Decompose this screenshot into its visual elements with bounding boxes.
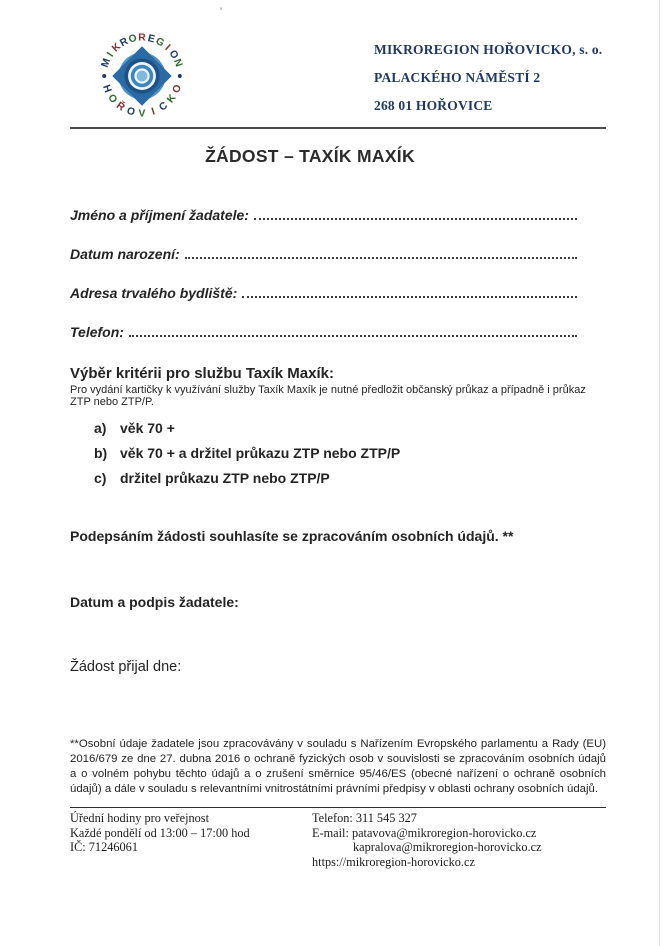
- letterhead: [70, 33, 606, 127]
- field-row-birthdate: [70, 245, 606, 262]
- option-marker: c): [94, 470, 107, 486]
- field-row-phone: [70, 323, 606, 340]
- footer-email-2: kapralova@mikroregion-horovicko.cz: [353, 840, 542, 854]
- logo-left-bullet: [102, 74, 106, 78]
- footer-contact-block: [70, 811, 606, 869]
- option-text: držitel průkazu ZTP nebo ZTP/P: [120, 470, 330, 486]
- company-id: IČ: 71246061: [70, 840, 138, 854]
- criteria-note: Pro vydání kartičky k využívání služby Taxík Maxík je nutné předložit občanský průkaz a případně i průkaz ZTP nebo ZTP/P.: [70, 384, 586, 408]
- svg-text:C: C: [157, 100, 170, 114]
- footer-divider: [70, 807, 606, 808]
- footer-phone: Telefon: 311 545 327: [312, 811, 417, 825]
- criteria-option-c: [70, 470, 606, 487]
- svg-text:O: O: [166, 48, 181, 62]
- received-date-label: Žádost přijal dne:: [70, 659, 182, 675]
- header-divider: [70, 127, 606, 129]
- svg-text:O: O: [105, 92, 119, 106]
- field-label-birthdate: Datum narození:: [70, 246, 180, 262]
- svg-text:K: K: [110, 41, 124, 55]
- field-row-name: [70, 206, 606, 223]
- svg-text:I: I: [162, 42, 173, 53]
- criteria-option-a: [70, 420, 606, 437]
- dotted-fill-line: [185, 257, 577, 259]
- svg-text:I: I: [105, 50, 117, 60]
- logo-right-bullet: [178, 74, 182, 78]
- field-row-address: [70, 284, 606, 301]
- footer-email-1: E-mail: patavova@mikroregion-horovicko.cz: [312, 825, 537, 840]
- logo-center-dot: [137, 71, 148, 82]
- criteria-heading: Výběr kritérii pro službu Taxík Maxík:: [70, 365, 334, 382]
- criteria-option-b: [70, 445, 606, 462]
- svg-text:K: K: [165, 92, 179, 106]
- svg-text:H: H: [100, 83, 113, 95]
- svg-text:E: E: [146, 33, 156, 46]
- org-street: PALACKÉHO NÁMĚSTÍ 2: [374, 70, 541, 85]
- option-text: věk 70 +: [120, 420, 175, 436]
- footer-right-column: [312, 811, 542, 869]
- office-hours-detail: Každé pondělí od 13:00 – 17:00 hod: [70, 825, 250, 840]
- consent-statement: Podepsáním žádosti souhlasíte se zpracováním osobních údajů. **: [70, 528, 514, 544]
- applicant-fields: [70, 206, 606, 340]
- svg-text:O: O: [125, 105, 137, 119]
- org-name: MIKROREGION HOŘOVICKO, s. o.: [374, 42, 603, 57]
- option-marker: a): [94, 420, 107, 436]
- field-label-address: Adresa trvalého bydliště:: [70, 285, 238, 301]
- svg-text:M: M: [99, 57, 114, 69]
- field-label-name: Jméno a příjmení žadatele:: [70, 207, 249, 223]
- dotted-fill-line: [242, 296, 577, 298]
- footer-left-column: [70, 811, 312, 869]
- gdpr-footnote: **Osobní údaje žadatele jsou zpracovávány v souladu s Nařízením Evropského parlamentu a Rady (EU) 2016/679 ze dne 27. dubna 2016 o ochraně fyzických osob v souvislosti se zpracováním osobních údajů a o volném pohybu těchto údajů a o zrušení směrnice 95/46/ES (obecné nařízení o ochraně osobních údajů) a dále v souladu s relevantními vnitrostátními právními předpisy v oblasti ochrany osobních údajů.: [70, 738, 606, 795]
- scan-artifact: ': [220, 6, 223, 18]
- dotted-fill-line: [129, 335, 577, 337]
- form-title: ŽÁDOST – TAXÍK MAXÍK: [205, 146, 415, 166]
- svg-text:O: O: [127, 32, 139, 46]
- option-text: věk 70 + a držitel průkazu ZTP nebo ZTP/P: [120, 445, 401, 461]
- svg-text:Ř: Ř: [114, 100, 127, 114]
- svg-text:R: R: [138, 32, 146, 44]
- field-label-phone: Telefon:: [70, 324, 124, 340]
- signature-label: Datum a podpis žadatele:: [70, 594, 239, 610]
- footer-website: https://mikroregion-horovicko.cz: [312, 854, 475, 869]
- criteria-section: [70, 365, 606, 487]
- mikroregion-horovicko-logo: [96, 31, 188, 121]
- svg-text:G: G: [153, 35, 166, 50]
- svg-text:R: R: [118, 35, 131, 50]
- svg-text:I: I: [150, 106, 157, 118]
- scan-edge-line: [659, 0, 660, 946]
- office-hours-title: Úřední hodiny pro veřejnost: [70, 811, 209, 825]
- criteria-options: [70, 420, 606, 487]
- dotted-fill-line: [254, 218, 577, 220]
- svg-text:N: N: [171, 57, 184, 69]
- option-marker: b): [94, 445, 108, 461]
- svg-text:O: O: [171, 83, 185, 95]
- svg-text:V: V: [138, 108, 146, 120]
- org-city: 268 01 HOŘOVICE: [374, 98, 493, 113]
- org-address-block: [374, 36, 606, 120]
